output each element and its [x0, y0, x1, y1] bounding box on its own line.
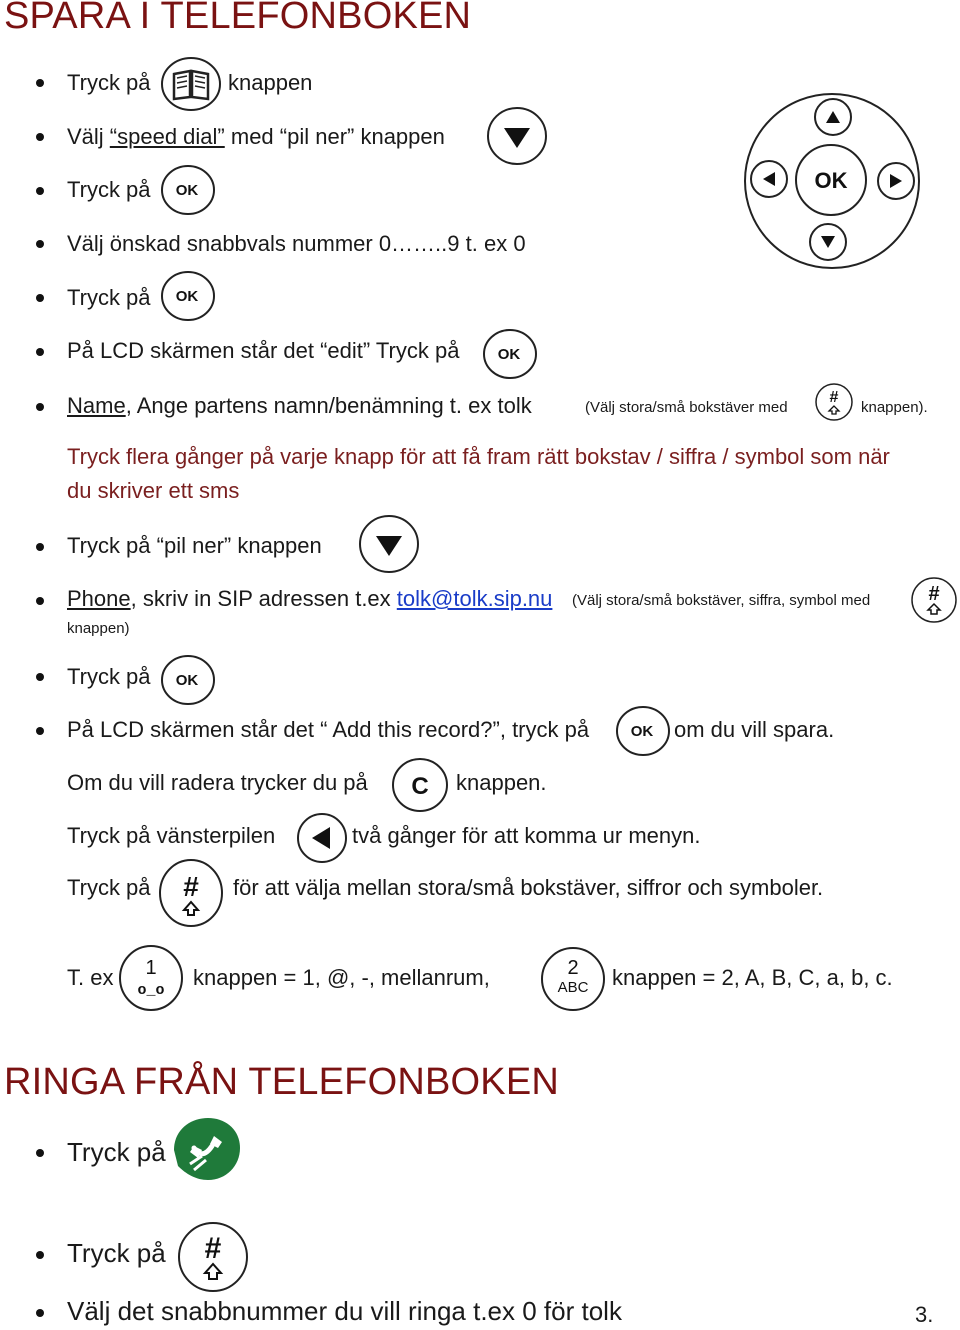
name-field-term: Name: [67, 393, 126, 418]
info-text: knappen.: [456, 770, 547, 795]
info-text: två gånger för att komma ur menyn.: [352, 823, 701, 848]
svg-text:o_o: o_o: [137, 982, 165, 999]
section-title-save: SPARA I TELEFONBOKEN: [4, 0, 472, 37]
hash-key-icon: [176, 1220, 250, 1294]
info-text: Tryck på: [67, 875, 151, 900]
phonebook-call-key-icon: [168, 1114, 244, 1186]
step-text: Tryck på: [67, 285, 151, 310]
key-1-icon: [118, 944, 184, 1012]
hash-key-icon: [158, 858, 224, 928]
info-text: knappen = 2, A, B, C, a, b, c.: [612, 965, 893, 990]
step-text: Tryck på: [67, 1238, 166, 1268]
info-text: Tryck på vänsterpilen: [67, 823, 276, 848]
ok-key-icon: [160, 654, 216, 706]
svg-text:OK: OK: [175, 182, 199, 199]
step-text: Phone, skriv in SIP adressen t.ex tolk@tolk.sip.nu: [67, 586, 553, 611]
info-text: Om du vill radera trycker du på: [67, 770, 368, 795]
step-note-small: (Välj stora/små bokstäver med: [585, 399, 788, 416]
bullet: [36, 294, 44, 302]
bullet: [36, 403, 44, 411]
step-text: Välj önskad snabbvals nummer 0……..9 t. ex 0: [67, 231, 526, 256]
svg-text:OK: OK: [175, 288, 199, 305]
step-text: På LCD skärmen står det “edit” Tryck på: [67, 338, 460, 363]
svg-text:2: 2: [567, 957, 579, 979]
ok-key-icon: [160, 164, 216, 216]
arrow-left-key-icon: [296, 812, 348, 864]
bullet: [36, 597, 44, 605]
hash-key-icon: [814, 382, 854, 422]
ok-key-icon: [615, 705, 671, 757]
arrow-down-key-icon: [358, 514, 420, 574]
section-title-call: RINGA FRÅN TELEFONBOKEN: [4, 1061, 560, 1103]
svg-text:OK: OK: [497, 346, 521, 363]
step-text: Tryck på: [67, 177, 151, 202]
step-text: Name, Ange partens namn/benämning t. ex tolk: [67, 393, 532, 418]
svg-text:OK: OK: [630, 723, 654, 740]
step-text: Tryck på: [67, 1137, 166, 1167]
step-text: Välj “speed dial” med “pil ner” knappen: [67, 124, 445, 149]
bullet: [36, 348, 44, 356]
info-text: knappen = 1, @, -, mellanrum,: [193, 965, 490, 990]
clear-key-icon: [391, 757, 449, 813]
speed-dial-term: “speed dial”: [109, 124, 225, 149]
step-note-small: (Välj stora/små bokstäver, siffra, symbol med: [572, 592, 871, 609]
key-2-icon: [540, 946, 606, 1012]
step-text: På LCD skärmen står det “ Add this record?”, tryck på: [67, 717, 590, 742]
page-number: 3.: [915, 1302, 934, 1327]
ok-key-icon: [482, 328, 538, 380]
svg-text:#: #: [928, 583, 940, 605]
navigation-pad-icon: [742, 92, 922, 270]
step-note-small: knappen): [67, 620, 130, 637]
hash-key-icon: [910, 576, 958, 624]
svg-text:#: #: [829, 389, 839, 406]
step-text: Tryck på “pil ner” knappen: [67, 533, 322, 558]
bullet: [36, 673, 44, 681]
info-text: T. ex: [67, 965, 114, 990]
svg-text:#: #: [183, 871, 199, 902]
bullet: [36, 1251, 44, 1259]
step-text: knappen: [228, 70, 313, 95]
step-text: Tryck på: [67, 664, 151, 689]
bullet: [36, 133, 44, 141]
svg-text:C: C: [411, 773, 429, 800]
info-text: för att välja mellan stora/små bokstäver, siffror och symboler.: [233, 875, 824, 900]
step-text: Välj det snabbnummer du vill ringa t.ex 0 för tolk: [67, 1296, 622, 1326]
step-note-small: knappen).: [861, 399, 928, 416]
tip-paragraph: Tryck flera gånger på varje knapp för att få fram rätt bokstav / siffra / symbol som när du skriver ett sms: [67, 444, 890, 503]
bullet: [36, 1149, 44, 1157]
bullet: [36, 187, 44, 195]
ok-key-icon: [160, 270, 216, 322]
phonebook-key-icon: [160, 56, 222, 112]
phone-field-term: Phone: [67, 586, 131, 611]
bullet: [36, 543, 44, 551]
nav-ok-label: OK: [814, 168, 848, 193]
svg-text:ABC: ABC: [557, 979, 589, 996]
svg-text:#: #: [204, 1232, 222, 1265]
arrow-down-key-icon: [486, 106, 548, 166]
bullet: [36, 79, 44, 87]
svg-text:OK: OK: [175, 672, 199, 689]
svg-text:1: 1: [145, 957, 157, 979]
step-text: om du vill spara.: [674, 717, 835, 742]
step-text: Tryck på: [67, 70, 151, 95]
sip-address-link[interactable]: tolk@tolk.sip.nu: [396, 586, 553, 611]
bullet: [36, 240, 44, 248]
bullet: [36, 727, 44, 735]
bullet: [36, 1309, 44, 1317]
